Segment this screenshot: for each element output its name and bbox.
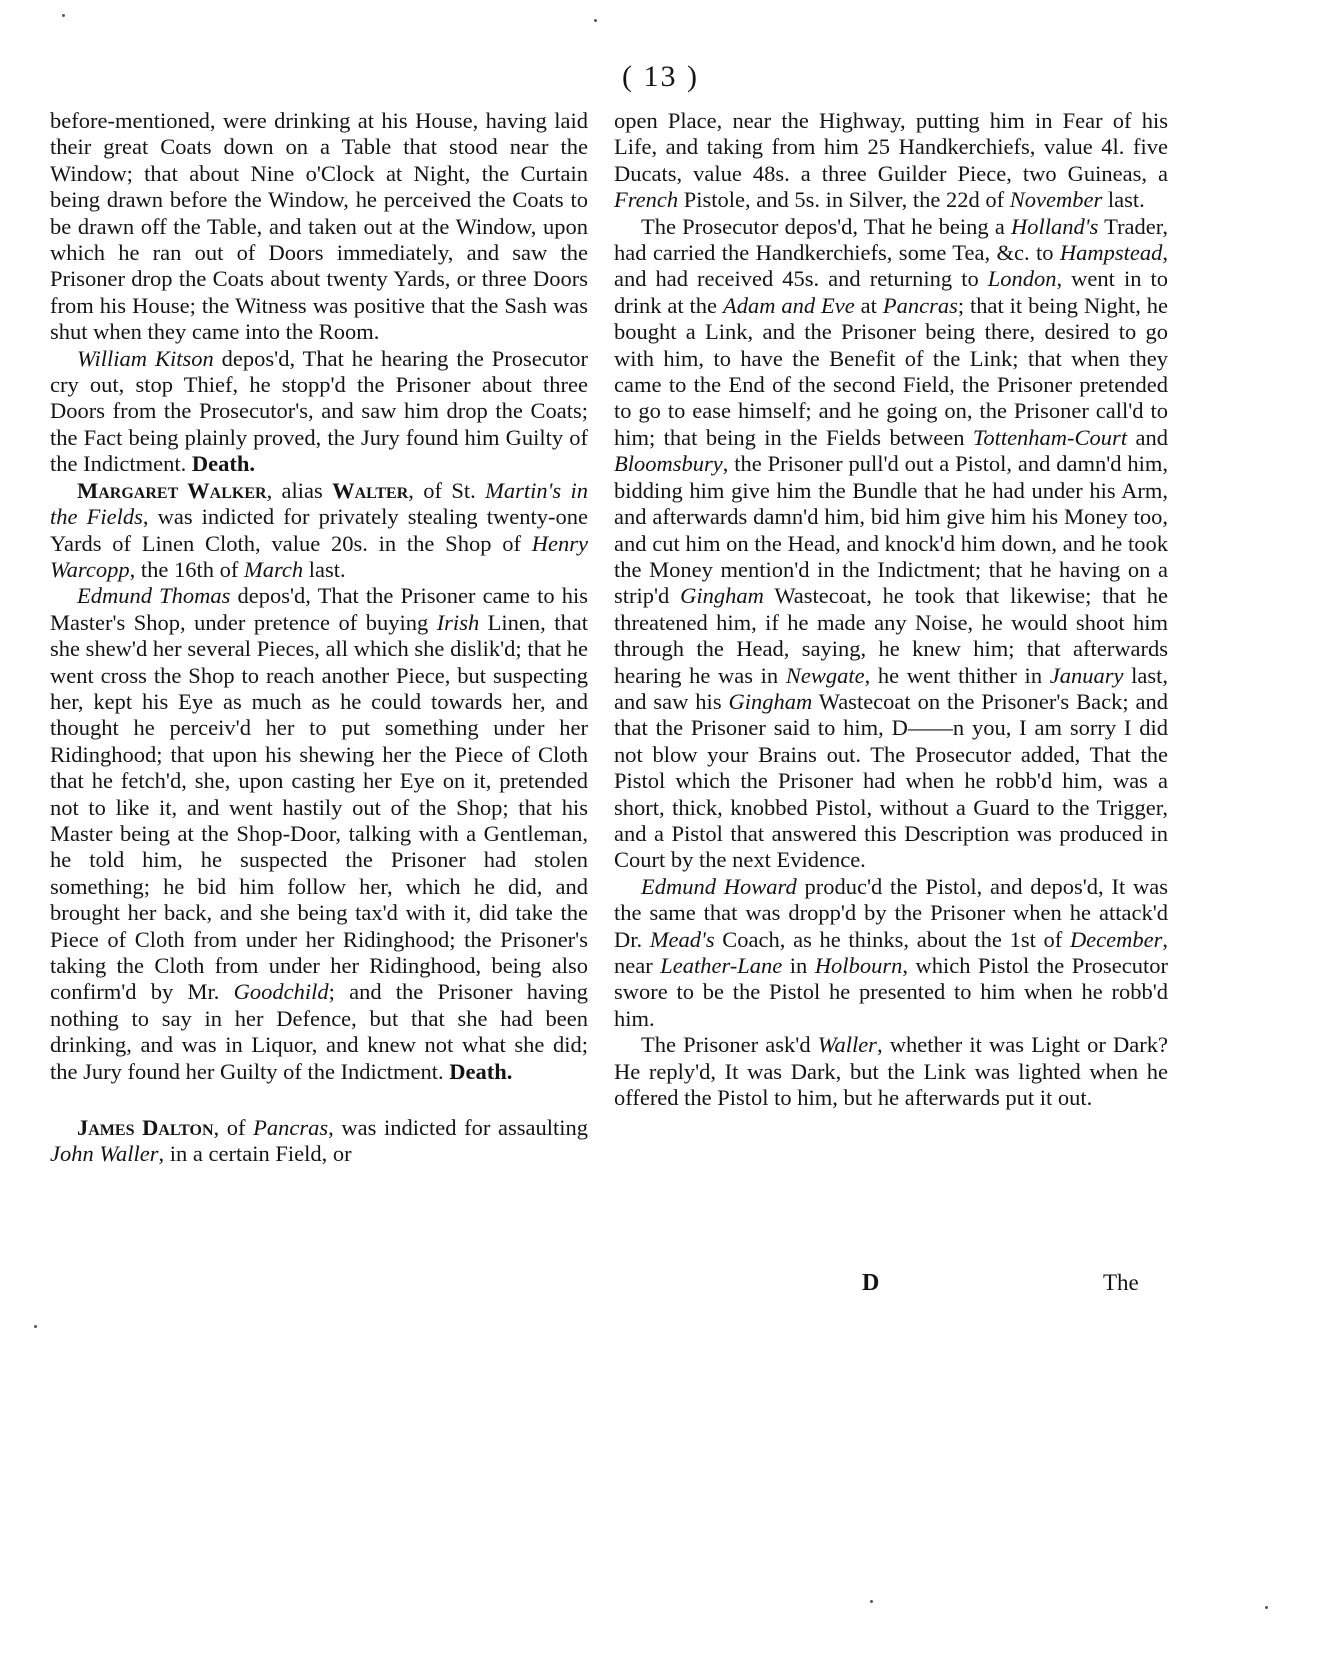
paragraph-text: Wastecoat, he took that likewise; that he threatened him, if he made any Noise, he would shoot him through the Head, saying, he knew him; that afterwards hearing he was in: [614, 583, 1168, 688]
paragraph-text: at: [854, 292, 883, 318]
paragraph: [50, 1115, 588, 1168]
paragraph-text: Pistole, and 5s. in Silver, the 22d of: [678, 187, 1010, 213]
paragraph-text: and: [1127, 424, 1168, 450]
paragraph: [50, 583, 588, 1085]
paragraph-text: Coach, as he thinks, about the 1st of: [714, 926, 1070, 952]
verdict: Death.: [191, 451, 255, 477]
italic-word: Holland's: [1011, 213, 1099, 239]
paragraph-text: Wastecoat on the Prisoner's Back; and that the Prisoner said to him, D——n you, I am sorry I did not blow your Brains out. The Prosecutor added, That the Pistol which the Prisoner had when he robb'd him, was a short, thick, knobbed Pistol, without a Guard to the Trigger, and a Pistol that answered this Description was produced in Court by the next Evidence.: [614, 688, 1168, 873]
italic-word: Irish: [436, 609, 480, 635]
right-column: [614, 108, 1168, 1111]
paragraph-text: Linen, that she shew'd her several Pieces, all which she dislik'd; that he went cross the Shop to reach another Piece, but suspecting her, kept his Eye as much as he could towards her, and thought he perceiv'd her to put something under her Ridinghood; that upon his shewing her the Piece of Cloth that he fetch'd, she, upon casting her Eye on it, pretended not to like it, and went hastily out of the Shop; that his Master being at the Shop-Door, talking with a Gentleman, he told him, he suspected the Prisoner had stolen something; he bid him follow her, which he did, and brought her back, and she being tax'd with it, did take the Piece of Cloth from under her Ridinghood; the Prisoner's taking the Cloth from under her Ridinghood, being also confirm'd by Mr.: [50, 609, 588, 1005]
place-name: Pancras: [253, 1115, 329, 1141]
witness-name: Edmund Thomas: [77, 583, 231, 609]
paragraph: [614, 1032, 1168, 1111]
paragraph-text: produc'd the Pistol, and depos'd, It was the same that was dropp'd by the Prisoner when he attack'd Dr.: [614, 873, 1168, 952]
signature-mark: D: [862, 1270, 880, 1296]
verdict: Death.: [449, 1058, 513, 1084]
page-number: ( 13 ): [622, 60, 699, 93]
month-name: December: [1069, 926, 1163, 952]
paragraph: [614, 214, 1168, 874]
scan-speck: [870, 1600, 873, 1603]
paragraph-text: , in a certain Field, or: [158, 1141, 352, 1167]
paragraph-text: , he went thither in: [864, 662, 1050, 688]
witness-name: Goodchild: [233, 979, 329, 1005]
victim-name: John Waller: [50, 1141, 159, 1167]
paragraph-text: depos'd, That he hearing the Prosecutor cry out, stop Thief, he stopp'd the Prisoner about three Doors from the Prosecutor's, and saw him drop the Coats; the Fact being plainly proved, the Jury found him Guilty of the Indictment.: [50, 345, 588, 477]
paragraph-text: open Place, near the Highway, putting him in Fear of his Life, and taking from him 25 Handkerchiefs, value 4l. five Ducats, value 48s. a three Guilder Piece, two Guineas, a: [614, 108, 1168, 186]
place-name: Tottenham-Court: [972, 424, 1128, 450]
italic-word: Gingham: [680, 583, 764, 609]
left-column: [50, 108, 588, 1168]
defendant-name: James Dalton: [77, 1115, 214, 1141]
witness-name: Edmund Howard: [641, 873, 797, 899]
scan-speck: [62, 14, 65, 17]
paragraph-text: , and had received 45s. and returning to: [614, 240, 1168, 292]
catchword: The: [1103, 1270, 1139, 1295]
paragraph: [50, 346, 588, 478]
place-name: Holbourn: [814, 953, 903, 978]
month-name: January: [1049, 662, 1124, 688]
paragraph-text: last.: [303, 556, 346, 582]
witness-name: William Kitson: [77, 345, 214, 371]
paragraph-text: , near: [614, 926, 1169, 978]
paragraph-text: , alias: [266, 477, 333, 503]
paragraph: [50, 478, 588, 584]
paragraph-text: last, and saw his: [614, 662, 1168, 714]
italic-word: Gingham: [728, 688, 813, 714]
paragraph-text: , which Pistol the Prosecutor swore to be the Pistol he presented to him when he robb'd him.: [614, 953, 1168, 1031]
victim-name: Henry Warcopp: [50, 530, 588, 582]
place-name: Hampstead: [1059, 240, 1163, 266]
paragraph: before-mentioned, were drinking at his House, having laid their great Coats down on a Table that stood near the Window; that about Nine o'Clock at Night, the Curtain being drawn before the Window, he perceived the Coats to be drawn off the Table, and taken out at the Window, upon which he ran out of Doors immediately, and saw the Prisoner drop the Coats about twenty Yards, or three Doors from his House; the Witness was positive that the Sash was shut when they came into the Room.: [50, 108, 588, 345]
place-name: Adam and Eve: [722, 292, 855, 318]
paragraph-text: , the Prisoner pull'd out a Pistol, and damn'd him, bidding him give him the Bundle that he had under his Arm, and afterwards damn'd him, bid him give him his Money too, and cut him on the Head, and knock'd him down, and he took the Money mention'd in the Indictment; that he having on a strip'd: [614, 451, 1168, 609]
paragraph-text: ; and the Prisoner having nothing to say in her Defence, but that she had been drinking, and was in Liquor, and knew not what she did; the Jury found her Guilty of the Indictment.: [50, 979, 588, 1084]
paragraph-text: , was indicted for privately stealing twenty-one Yards of Linen Cloth, value 20s. in the Shop of: [50, 504, 588, 556]
paragraph-text: , of St.: [408, 477, 486, 503]
place-name: Bloomsbury: [614, 451, 723, 477]
scan-speck: [594, 19, 597, 22]
paragraph-text: in: [782, 953, 815, 978]
person-name: Waller: [817, 1032, 877, 1058]
place-name: London: [987, 266, 1057, 292]
defendant-name: Margaret Walker: [77, 477, 267, 503]
paragraph-text: , the 16th of: [129, 556, 244, 582]
paragraph-text: , of: [213, 1115, 254, 1141]
paragraph-text: ; that it being Night, he bought a Link, and the Prisoner being there, desired to go with him, to have the Benefit of the Link; that when they came to the End of the second Field, the Prisoner pretended to go to ease himself; and he going on, the Prisoner call'd to him; that being in the Fields between: [614, 292, 1169, 450]
paragraph-text: , whether it was Light or Dark? He reply'd, It was Dark, but the Link was lighted when he offered the Pistol to him, but he afterwards put it out.: [614, 1032, 1168, 1111]
month-name: March: [243, 556, 304, 582]
paragraph-text: The Prosecutor depos'd, That he being a: [641, 213, 1011, 239]
paragraph-text: depos'd, That the Prisoner came to his Master's Shop, under pretence of buying: [50, 583, 588, 635]
defendant-alias: Walter: [332, 477, 409, 503]
paragraph: [614, 108, 1168, 214]
place-name: Leather-Lane: [660, 953, 783, 978]
paragraph: [614, 874, 1168, 1032]
paragraph-text: The Prisoner ask'd: [641, 1032, 818, 1058]
italic-word: French: [614, 187, 679, 213]
paragraph-text: Trader, had carried the Handkerchiefs, some Tea, &c. to: [614, 213, 1168, 266]
paragraph-text: , went in to drink at the: [614, 266, 1168, 318]
scan-speck: [1265, 1606, 1268, 1609]
place-name: Newgate: [785, 662, 865, 688]
scan-speck: [34, 1325, 37, 1328]
paragraph-text: last.: [1102, 187, 1145, 213]
paragraph-text: , was indicted for assaulting: [328, 1115, 588, 1141]
place-name: Martin's in the Fields: [50, 477, 588, 530]
month-name: November: [1009, 187, 1103, 213]
person-name: Mead's: [649, 926, 715, 952]
place-name: Pancras: [882, 292, 958, 318]
